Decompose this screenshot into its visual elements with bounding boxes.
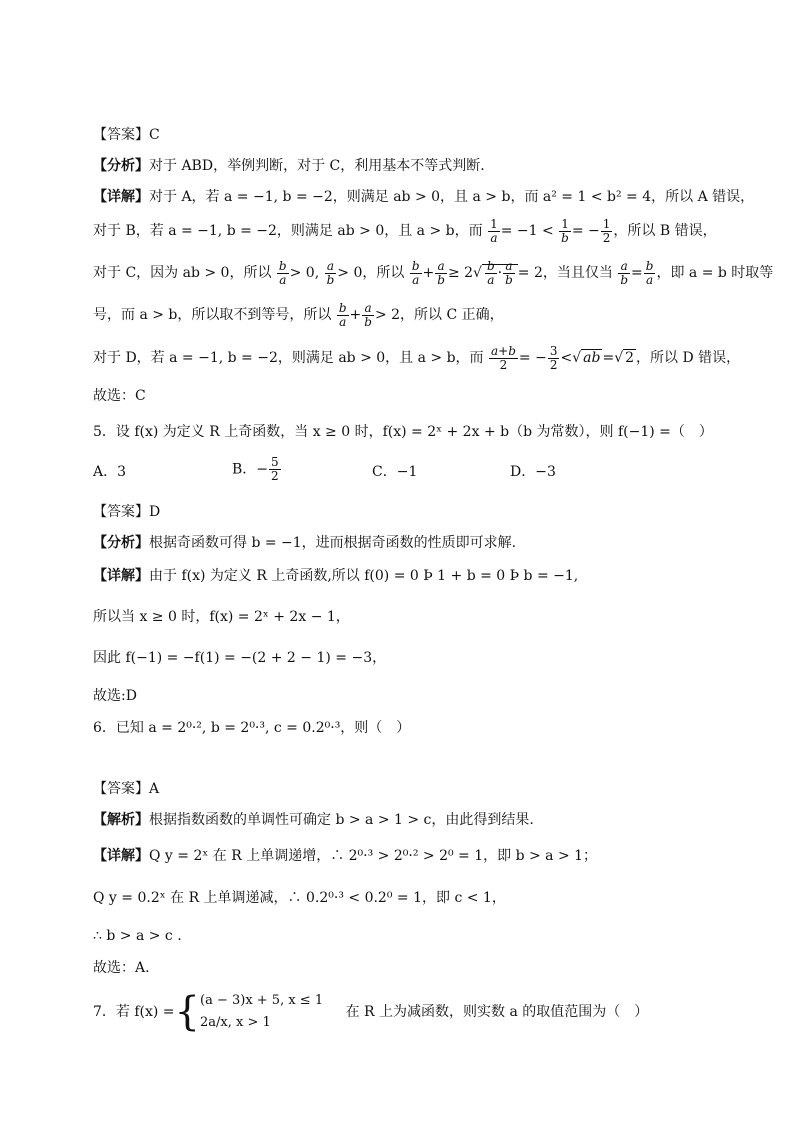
q4-answer: 【答案】C (93, 127, 160, 143)
q5-option-d: D．−3 (510, 464, 556, 480)
q6-detail-3: ∴ b > a > c . (93, 928, 182, 944)
q6-answer: 【答案】A (93, 781, 160, 797)
q4-detail-c-2: 号，而 a > b，所以取不到等号，所以 $\frac{b}{a}$ + $\frac{a}{b}$ > 2，所以 C 正确， (93, 300, 504, 329)
q7-cases: (a − 3)x + 5, x ≤ 1 2a/x, x > 1 (200, 993, 324, 1030)
q5-detail: 【详解】由于 f(x) 为定义 R 上奇函数,所以 f(0) = 0 Þ 1 + b = 0 Þ b = −1, (93, 568, 579, 584)
q4-choose: 故选：C (93, 388, 146, 404)
q5-detail-3: 因此 f(−1) = −f(1) = −(2 + 2 − 1) = −3， (93, 650, 387, 666)
q5-analysis: 【分析】根据奇函数可得 b = −1，进而根据奇函数的性质即可求解. (93, 535, 517, 551)
q5-answer: 【答案】D (93, 504, 161, 520)
q6-analysis: 【解析】根据指数函数的单调性可确定 b > a > 1 > c，由此得到结果. (93, 812, 534, 828)
q5-detail-2: 所以当 x ≥ 0 时，f(x) = 2ˣ + 2x − 1， (93, 609, 350, 625)
q7-stem: 7．若 f(x) ={ (a − 3)x + 5, x ≤ 1 2a/x, x > 1 在 R 上为减函数，则实数 a 的取值范围为（ ） (93, 989, 649, 1035)
q5-options (93, 455, 734, 488)
q5-stem: 5．设 f(x) 为定义 R 上奇函数，当 x ≥ 0 时，f(x) = 2ˣ + 2x + b（b 为常数），则 f(−1) =（ ） (93, 424, 713, 440)
q4-analysis: 【分析】对于 ABD，举例判断，对于 C，利用基本不等式判断. (93, 158, 485, 174)
q6-stem: 6．已知 a = 2⁰·², b = 2⁰·³, c = 0.2⁰·³，则（ ） (93, 720, 411, 736)
q5-option-b: B．− $\frac{5}{2}$ (232, 455, 279, 483)
q5-choose: 故选:D (93, 688, 137, 704)
q5-option-c: C．−1 (372, 464, 418, 480)
q6-detail-2: Q y = 0.2ˣ 在 R 上单调递减，∴ 0.2⁰·³ < 0.2⁰ = 1，即 c < 1， (93, 890, 506, 906)
brace-icon: { (174, 989, 200, 1035)
q6-choose: 故选：A. (93, 960, 150, 976)
q5-option-a: A．3 (93, 464, 127, 480)
q4-detail-d: 对于 D，若 a = −1, b = −2，则满足 ab > 0，且 a > b，而 $\frac{a+b}{2}$ = − $\frac{3}{2}$ <√ ab =√ 2 ，所以 D 错误， (93, 343, 741, 372)
q4-detail-c: 对于 C，因为 ab > 0，所以 $\frac{b}{a}$ > 0, $\frac{a}{b}$ > 0，所以 $\frac{b}{a}$ + $\frac{a}{b}$ ≥ 2√ $\frac{b}{a}$ · $\frac{a}{b}$ = 2，当且仅当 $\frac{a}{b}$ = $\frac{b}{a}$ ，即 a = b 时取等 (93, 258, 774, 287)
q4-detail-b: 对于 B，若 a = −1, b = −2，则满足 ab > 0，且 a > b，而 $\frac{1}{a}$ = −1 < $\frac{1}{b}$ = − $\frac{1}{2}$ ，所以 B 错误， (93, 216, 717, 245)
q4-detail-a: 【详解】对于 A，若 a = −1, b = −2，则满足 ab > 0，且 a > b，而 a² = 1 < b² = 4，所以 A 错误， (93, 189, 755, 205)
q6-detail: 【详解】Q y = 2ˣ 在 R 上单调递增，∴ 2⁰·³ > 2⁰·² > 2⁰ = 1，即 b > a > 1； (93, 848, 598, 864)
